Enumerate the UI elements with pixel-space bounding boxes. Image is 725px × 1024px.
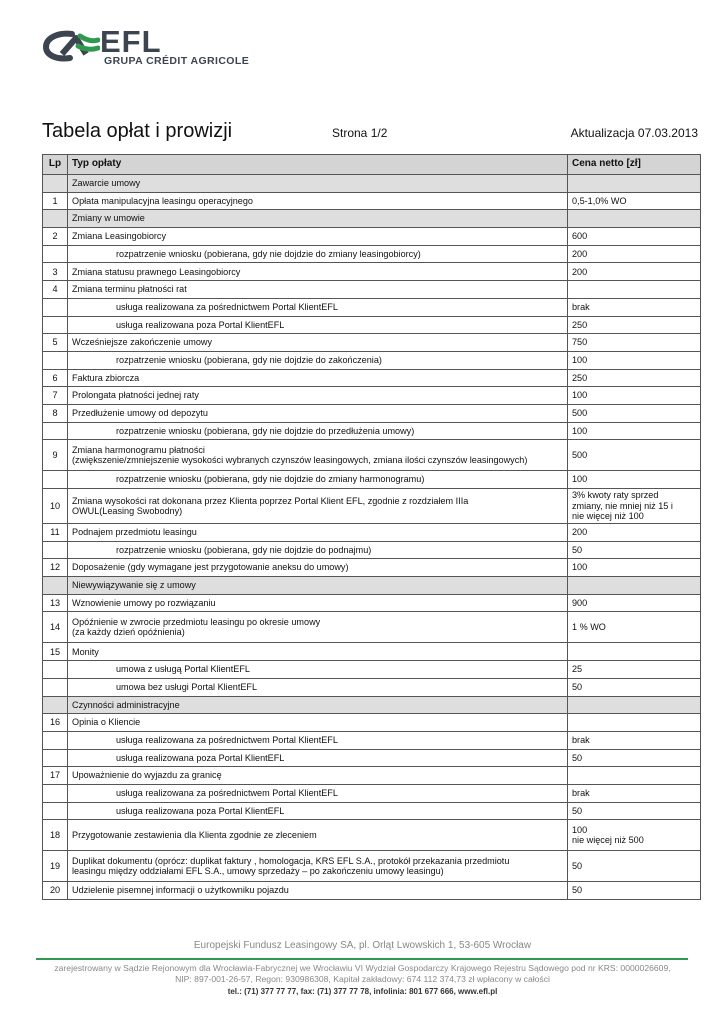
- fee-price: [568, 541, 701, 559]
- table-row: [43, 678, 701, 696]
- table-row: [43, 316, 701, 334]
- fee-price-line: 0,5-1,0% WO: [572, 195, 627, 206]
- fee-price: [568, 612, 701, 643]
- table-row: [43, 820, 701, 851]
- fee-type-line: umowa bez usługi Portal KlientEFL: [116, 681, 258, 692]
- table-row: [43, 749, 701, 767]
- fee-price-line: 3% kwoty raty sprzed: [572, 490, 659, 501]
- fee-price: [568, 784, 701, 802]
- table-row: [43, 404, 701, 422]
- footer-registry-line: zarejestrowany w Sądzie Rejonowym dla Wrocławia-Fabrycznej we Wrocławiu VI Wydział Gospodarczy Krajowego Rejestru Sądowego pod nr KRS: 0000026609,: [54, 963, 671, 973]
- fee-type: [68, 471, 568, 489]
- fee-type-line: Podnajem przedmiotu leasingu: [72, 527, 197, 538]
- fee-type-line: Opłata manipulacyjna leasingu operacyjnego: [72, 195, 253, 206]
- brand-subtitle: GRUPA CRÉDIT AGRICOLE: [104, 55, 250, 67]
- fee-type: [68, 316, 568, 334]
- fee-price-line: 100: [572, 824, 588, 835]
- table-row: [43, 440, 701, 471]
- row-number: 3: [43, 263, 68, 281]
- column-header-lp: Lp: [43, 155, 68, 175]
- table-row: [43, 559, 701, 577]
- fee-type: [68, 594, 568, 612]
- fee-type-line: Zmiana terminu płatności rat: [72, 284, 187, 295]
- fee-type-line: Opóźnienie w zwrocie przedmiotu leasingu po okresie umowy: [72, 616, 321, 627]
- row-number: 1: [43, 192, 68, 210]
- table-row: [43, 263, 701, 281]
- fee-price: [568, 851, 701, 882]
- fee-price: [568, 228, 701, 246]
- fee-type-line: Zmiana harmonogramu płatności: [72, 444, 205, 455]
- fee-price: [568, 316, 701, 334]
- table-row: [43, 767, 701, 785]
- fee-type: [68, 192, 568, 210]
- fee-type: [68, 228, 568, 246]
- fee-price-line: 50: [572, 681, 583, 692]
- footer-contact: tel.: (71) 377 77 77, fax: (71) 377 77 78, infolinia: 801 677 666, www.efl.pl: [227, 987, 498, 996]
- fee-price-line: 50: [572, 885, 583, 896]
- fee-price-line: 200: [572, 527, 588, 538]
- fee-type-line: leasingu między oddziałami EFL S.A., umowy sprzedaży – po zakończeniu umowy leasingu): [72, 866, 444, 877]
- fee-type-line: Upoważnienie do wyjazdu za granicę: [72, 770, 222, 781]
- fee-type: [68, 696, 568, 714]
- fee-type: [68, 404, 568, 422]
- table-row: [43, 851, 701, 882]
- fee-type-line: Zmiana statusu prawnego Leasingobiorcy: [72, 266, 241, 277]
- fee-price-line: 750: [572, 337, 588, 348]
- fee-type: [68, 369, 568, 387]
- fee-price: [568, 422, 701, 440]
- row-number: [43, 210, 68, 228]
- table-row: [43, 541, 701, 559]
- fee-type-line: usługa realizowana poza Portal KlientEFL: [116, 319, 285, 330]
- fee-price: [568, 731, 701, 749]
- fee-price: [568, 767, 701, 785]
- fee-price: [568, 404, 701, 422]
- fee-price-line: nie więcej niż 500: [572, 835, 644, 846]
- fee-price-line: nie więcej niż 100: [572, 511, 644, 522]
- fee-type-line: Prolongata płatności jednej raty: [72, 390, 199, 401]
- fee-price-line: 50: [572, 805, 583, 816]
- fee-type: [68, 784, 568, 802]
- fee-price-line: 1 % WO: [572, 622, 606, 633]
- fee-type: [68, 714, 568, 732]
- row-number: [43, 784, 68, 802]
- credit-agricole-logo-icon: [42, 30, 100, 62]
- row-number: 4: [43, 281, 68, 299]
- fee-table-body: [43, 175, 701, 900]
- fee-price: [568, 351, 701, 369]
- table-row: [43, 661, 701, 679]
- row-number: [43, 422, 68, 440]
- fee-price-line: 200: [572, 248, 588, 259]
- row-number: 7: [43, 387, 68, 405]
- fee-type: [68, 661, 568, 679]
- fee-type: [68, 440, 568, 471]
- fee-price: [568, 802, 701, 820]
- fee-type: [68, 767, 568, 785]
- fee-price: [568, 440, 701, 471]
- fee-price-line: 600: [572, 231, 588, 242]
- fee-price: [568, 577, 701, 595]
- fee-type: [68, 175, 568, 193]
- fee-type-line: usługa realizowana poza Portal KlientEFL: [116, 752, 285, 763]
- fee-type: [68, 210, 568, 228]
- fee-type-line: rozpatrzenie wniosku (pobierana, gdy nie dojdzie do zmiany harmonogramu): [116, 474, 425, 485]
- row-number: [43, 696, 68, 714]
- fee-type-line: Zawarcie umowy: [72, 178, 141, 189]
- table-header-row: [43, 155, 701, 175]
- fee-type: [68, 643, 568, 661]
- fee-type-line: (za każdy dzień opóźnienia): [72, 627, 185, 638]
- fee-type: [68, 524, 568, 542]
- row-number: [43, 298, 68, 316]
- table-row: [43, 489, 701, 524]
- fee-price-line: 500: [572, 450, 588, 461]
- fee-type-line: (zwiększenie/zmniejszenie wysokości wybranych czynszów leasingowych, zmiana ilości czynszów leasingowych): [72, 455, 528, 466]
- table-row: [43, 643, 701, 661]
- fee-type: [68, 802, 568, 820]
- row-number: 8: [43, 404, 68, 422]
- fee-price-line: 100: [572, 562, 588, 573]
- fee-type-line: Doposażenie (gdy wymagane jest przygotowanie aneksu do umowy): [72, 562, 349, 573]
- row-number: 15: [43, 643, 68, 661]
- row-number: [43, 802, 68, 820]
- footer-company: Europejski Fundusz Leasingowy SA, pl. Orląt Lwowskich 1, 53-605 Wrocław: [193, 940, 532, 951]
- fee-price-line: 100: [572, 354, 588, 365]
- fee-price-line: 100: [572, 390, 588, 401]
- row-number: 11: [43, 524, 68, 542]
- fee-price-line: 200: [572, 266, 588, 277]
- fee-price: [568, 524, 701, 542]
- update-date: Aktualizacja 07.03.2013: [570, 126, 698, 140]
- fee-price-line: brak: [572, 734, 590, 745]
- fee-type: [68, 577, 568, 595]
- fee-price-line: brak: [572, 301, 590, 312]
- fee-type-line: OWUL(Leasing Swobodny): [72, 506, 183, 516]
- fee-type-line: Zmiana Leasingobiorcy: [72, 231, 167, 242]
- table-row: [43, 351, 701, 369]
- fee-type-line: Przedłużenie umowy od depozytu: [72, 408, 208, 419]
- section-row: [43, 210, 701, 228]
- fee-type: [68, 559, 568, 577]
- row-number: [43, 316, 68, 334]
- fee-price: [568, 369, 701, 387]
- fee-price-line: 50: [572, 861, 583, 872]
- column-header-type: Typ opłaty: [68, 155, 568, 175]
- fee-price: [568, 281, 701, 299]
- fee-type: [68, 281, 568, 299]
- fee-type: [68, 678, 568, 696]
- fee-type-line: Opinia o Kliencie: [72, 717, 141, 728]
- section-row: [43, 175, 701, 193]
- fee-price: [568, 192, 701, 210]
- footer-divider: [36, 958, 688, 960]
- fee-type: [68, 263, 568, 281]
- row-number: 12: [43, 559, 68, 577]
- table-row: [43, 387, 701, 405]
- fee-type: [68, 731, 568, 749]
- row-number: [43, 678, 68, 696]
- row-number: 20: [43, 882, 68, 900]
- table-row: [43, 612, 701, 643]
- table-row: [43, 281, 701, 299]
- row-number: [43, 351, 68, 369]
- row-number: 16: [43, 714, 68, 732]
- fee-price: [568, 387, 701, 405]
- fee-type-line: Monity: [72, 646, 99, 657]
- table-row: [43, 369, 701, 387]
- fee-price-line: 900: [572, 597, 588, 608]
- fee-price: [568, 263, 701, 281]
- fee-type-line: Niewywiązywanie się z umowy: [72, 580, 196, 591]
- section-row: [43, 696, 701, 714]
- fee-type-line: Udzielenie pisemnej informacji o użytkowniku pojazdu: [72, 885, 289, 896]
- fee-price-line: 100: [572, 425, 588, 436]
- table-row: [43, 298, 701, 316]
- fee-price: [568, 298, 701, 316]
- fee-type: [68, 334, 568, 352]
- fee-price-line: zmiany, nie mniej niż 15 i: [572, 500, 673, 511]
- table-row: [43, 334, 701, 352]
- fee-type-line: Zmiana wysokości rat dokonana przez Klienta poprzez Portal Klient EFL, zgodnie z rozdziałem IIIa: [72, 495, 469, 506]
- row-number: 2: [43, 228, 68, 246]
- fee-type-line: Wznowienie umowy po rozwiązaniu: [72, 597, 216, 608]
- table-row: [43, 192, 701, 210]
- fee-type-line: Zmiany w umowie: [72, 213, 145, 224]
- table-row: [43, 524, 701, 542]
- table-row: [43, 802, 701, 820]
- row-number: [43, 245, 68, 263]
- column-header-price: Cena netto [zł]: [568, 155, 701, 175]
- fee-type: [68, 820, 568, 851]
- table-row: [43, 714, 701, 732]
- row-number: [43, 731, 68, 749]
- brand-name: EFL: [100, 24, 162, 59]
- table-row: [43, 784, 701, 802]
- table-row: [43, 731, 701, 749]
- fee-price: [568, 661, 701, 679]
- fee-price: [568, 594, 701, 612]
- row-number: 14: [43, 612, 68, 643]
- table-row: [43, 228, 701, 246]
- fee-table: [42, 154, 701, 900]
- table-row: [43, 594, 701, 612]
- fee-type: [68, 489, 568, 524]
- fee-type-line: Faktura zbiorcza: [72, 372, 140, 383]
- fee-type: [68, 387, 568, 405]
- page-title: Tabela opłat i prowizji: [42, 120, 233, 142]
- table-row: [43, 422, 701, 440]
- fee-price-line: 250: [572, 319, 588, 330]
- fee-price: [568, 678, 701, 696]
- fee-type: [68, 422, 568, 440]
- fee-price: [568, 175, 701, 193]
- fee-type-line: usługa realizowana za pośrednictwem Portal KlientEFL: [116, 788, 338, 799]
- row-number: 10: [43, 489, 68, 524]
- fee-price: [568, 820, 701, 851]
- row-number: [43, 661, 68, 679]
- fee-type: [68, 612, 568, 643]
- fee-type-line: Przygotowanie zestawienia dla Klienta zgodnie ze zleceniem: [72, 830, 317, 841]
- fee-type-line: usługa realizowana poza Portal KlientEFL: [116, 805, 285, 816]
- fee-type-line: Wcześniejsze zakończenie umowy: [72, 337, 212, 348]
- fee-price: [568, 210, 701, 228]
- row-number: 18: [43, 820, 68, 851]
- fee-type: [68, 298, 568, 316]
- table-row: [43, 882, 701, 900]
- fee-price: [568, 245, 701, 263]
- fee-type-line: usługa realizowana za pośrednictwem Portal KlientEFL: [116, 301, 338, 312]
- table-row: [43, 245, 701, 263]
- fee-type: [68, 749, 568, 767]
- fee-price: [568, 696, 701, 714]
- row-number: 9: [43, 440, 68, 471]
- row-number: [43, 541, 68, 559]
- footer-ids-line: NIP: 897-001-26-57, Regon: 930986308, Kapitał zakładowy: 674 112 374,73 zł wpłacony w całości: [175, 974, 550, 984]
- row-number: [43, 749, 68, 767]
- fee-price-line: brak: [572, 788, 590, 799]
- fee-price: [568, 334, 701, 352]
- efl-logo: [42, 24, 282, 70]
- fee-price: [568, 559, 701, 577]
- fee-type-line: Duplikat dokumentu (oprócz: duplikat faktury , homologacja, KRS EFL S.A., protokół przekazania przedmiotu: [72, 855, 510, 866]
- fee-type-line: usługa realizowana za pośrednictwem Portal KlientEFL: [116, 734, 338, 745]
- fee-type-line: rozpatrzenie wniosku (pobierana, gdy nie dojdzie do podnajmu): [116, 544, 372, 555]
- fee-type: [68, 851, 568, 882]
- fee-price: [568, 471, 701, 489]
- row-number: 6: [43, 369, 68, 387]
- fee-price: [568, 489, 701, 524]
- fee-price-line: 500: [572, 408, 588, 419]
- fee-price-line: 25: [572, 664, 583, 675]
- fee-price: [568, 714, 701, 732]
- fee-price-line: 100: [572, 474, 588, 485]
- fee-price-line: 50: [572, 544, 583, 555]
- fee-price: [568, 882, 701, 900]
- fee-type-line: rozpatrzenie wniosku (pobierana, gdy nie dojdzie do zmiany leasingobiorcy): [116, 248, 421, 259]
- row-number: [43, 577, 68, 595]
- footer-registry: [0, 963, 725, 985]
- row-number: [43, 471, 68, 489]
- row-number: 13: [43, 594, 68, 612]
- row-number: 17: [43, 767, 68, 785]
- fee-price: [568, 749, 701, 767]
- fee-type-line: Czynności administracyjne: [72, 699, 180, 710]
- fee-price-line: 250: [572, 372, 588, 383]
- fee-type-line: rozpatrzenie wniosku (pobierana, gdy nie dojdzie do przedłużenia umowy): [116, 425, 415, 436]
- fee-price-line: 50: [572, 752, 583, 763]
- row-number: [43, 175, 68, 193]
- fee-type-line: rozpatrzenie wniosku (pobierana, gdy nie dojdzie do zakończenia): [116, 354, 382, 365]
- section-row: [43, 577, 701, 595]
- fee-type: [68, 245, 568, 263]
- fee-type: [68, 351, 568, 369]
- table-row: [43, 471, 701, 489]
- fee-type: [68, 882, 568, 900]
- fee-type-line: umowa z usługą Portal KlientEFL: [116, 664, 250, 675]
- row-number: 5: [43, 334, 68, 352]
- fee-price: [568, 643, 701, 661]
- page-number: Strona 1/2: [332, 126, 388, 140]
- fee-type: [68, 541, 568, 559]
- row-number: 19: [43, 851, 68, 882]
